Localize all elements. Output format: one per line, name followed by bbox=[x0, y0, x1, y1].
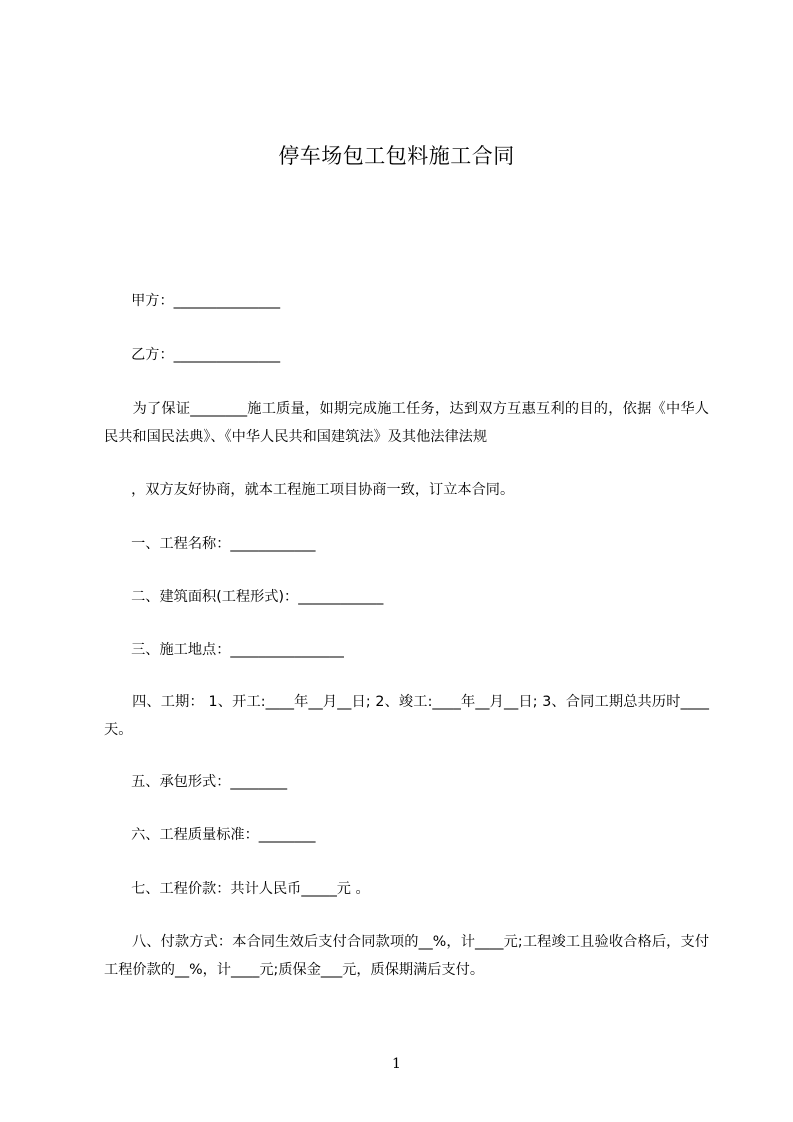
clause-project-name: 一、工程名称：____________ bbox=[104, 536, 316, 552]
page-number: 1 bbox=[392, 1056, 401, 1072]
clause-construction-period: 四、工期： 1、开工:____年__月__日; 2、竣工:____年__月__日; 3、合同工期总共历时____天。 bbox=[104, 694, 709, 738]
clause-contract-form: 五、承包形式：________ bbox=[104, 774, 288, 790]
purpose-paragraph: 为了保证________施工质量，如期完成施工任务，达到双方互惠互利的目的，依据《中华人民共和国民法典》、《中华人民共和国建筑法》及其他法律法规 bbox=[104, 401, 709, 445]
document-title: 停车场包工包料施工合同 bbox=[278, 144, 515, 168]
clause-project-price: 七、工程价款：共计人民币_____元 。 bbox=[104, 881, 370, 897]
clause-construction-site: 三、施工地点：________________ bbox=[104, 642, 344, 658]
clause-payment-method: 八、付款方式：本合同生效后支付合同款项的__%，计____元;工程竣工且验收合格后，支付工程价款的__%，计____元;质保金___元，质保期满后支付。 bbox=[104, 934, 710, 978]
party-b-line: 乙方：_______________ bbox=[104, 347, 281, 363]
clause-building-area: 二、建筑面积(工程形式)：____________ bbox=[104, 589, 384, 605]
negotiation-paragraph: ，双方友好协商，就本工程施工项目协商一致，订立本合同。 bbox=[104, 482, 515, 498]
party-a-line: 甲方：_______________ bbox=[104, 293, 281, 309]
clause-quality-standard: 六、工程质量标准：________ bbox=[104, 827, 316, 843]
